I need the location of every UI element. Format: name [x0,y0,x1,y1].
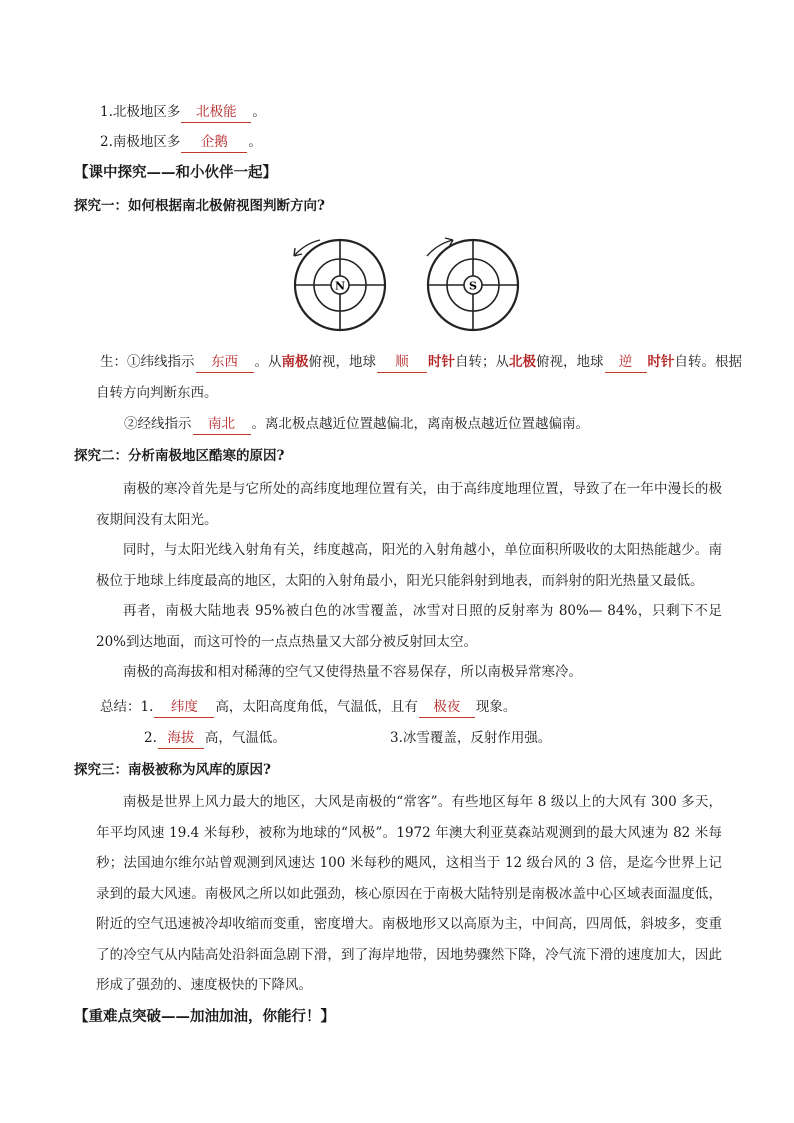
text-segment: 自转；从 [455,354,509,370]
north-pole-diagram [294,240,385,330]
text-segment: 总结：1. [100,699,154,715]
answer-blank-rotation-south: 顺 [377,352,427,373]
north-pole-label: N [334,279,346,293]
explore-2-paragraph-3: 再者，南极大陆地表 95%被白色的冰雪覆盖，冰雪对日照的反射率为 80%— 84%，只剩下不足 20%到达地面，而这可怜的一点点热量又大部分被反射回太空。 [96,603,722,650]
explore-3-body [96,787,722,1001]
highlight-south-pole: 南极 [281,354,309,370]
intro-item-2-answer: 企鹅 [181,132,247,153]
text-segment: 自转。根据 [674,354,742,370]
answer-blank-longitude-direction: 南北 [193,414,251,435]
intro-item-1-suffix: 。 [252,104,266,120]
explore-2-summary-point-3: 3.冰雪覆盖，反射作用强。 [390,730,552,746]
explore-1-question: 探究一：如何根据南北极俯视图判断方向? [74,198,325,214]
polar-view-diagrams [280,226,530,344]
text-segment: 俯视，地球 [308,354,376,370]
explore-1-answer-line-2 [124,414,589,435]
explore-2-summary-line-2 [144,728,286,749]
highlight-counterclockwise: 时针 [647,354,675,370]
intro-item-1-answer: 北极能 [181,102,251,123]
explore-3-question: 探究三：南极被称为风库的原因? [74,762,271,778]
answer-blank-altitude: 海拔 [158,728,204,749]
explore-2-paragraph-1: 南极的寒冷首先是与它所处的高纬度地理位置有关，由于高纬度地理位置，导致了在一年中漫长的极夜期间没有太阳光。 [96,481,722,528]
section-heading-key-points: 【重难点突破——加油加油，你能行！】 [74,1008,335,1025]
explore-2-question: 探究二：分析南极地区酷寒的原因? [74,448,285,464]
highlight-north-pole: 北极 [509,354,536,370]
answer-blank-polar-night: 极夜 [419,697,475,718]
intro-item-2 [100,132,262,153]
explore-1-answer-line-1b: 自转方向判断东西。 [96,385,218,401]
text-segment: 现象。 [475,699,517,715]
text-segment: 高，太阳高度角低，气温低，且有 [215,699,418,715]
text-segment: 高，气温低。 [204,730,286,746]
text-segment: 。离北极点越近位置越偏北，离南极点越近位置越偏南。 [251,416,589,432]
answer-blank-latitude: 纬度 [154,697,214,718]
south-pole-label: S [469,279,477,293]
intro-item-2-suffix: 。 [248,134,262,150]
explore-2-body [96,474,722,688]
explore-2-paragraph-4: 南极的高海拔和相对稀薄的空气又使得热量不容易保存，所以南极异常寒冷。 [123,664,582,680]
answer-blank-rotation-north: 逆 [605,352,647,373]
text-segment: 。从 [254,354,282,370]
intro-item-1 [100,102,266,123]
text-segment: 俯视，地球 [536,354,604,370]
text-segment: 2. [144,730,157,746]
highlight-clockwise: 时针 [428,354,455,370]
explore-2-paragraph-2: 同时，与太阳光线入射角有关，纬度越高，阳光的入射角越小，单位面积所吸收的太阳热能越少。南极位于地球上纬度最高的地区，太阳的入射角最小，阳光只能斜射到地表，而斜射的阳光热量又最低。 [96,542,722,589]
section-heading-in-class: 【课中探究——和小伙伴一起】 [74,164,277,181]
explore-1-answer-line-1 [100,352,742,373]
south-pole-diagram [427,238,518,330]
explore-2-summary-line-1 [100,697,516,718]
text-segment: 生：①纬线指示 [100,354,195,370]
intro-item-2-prefix: 2.南极地区多 [100,134,181,150]
intro-item-1-prefix: 1.北极地区多 [100,104,181,120]
explore-3-paragraph: 南极是世界上风力最大的地区，大风是南极的“常客”。有些地区每年 8 级以上的大风有 300 多天，年平均风速 19.4 米每秒，被称为地球的“风极”。1972 年澳大利亚莫森站观测到的最大风速为 82 米每秒；法国迪尔维尔站曾观测到风速达 100 米每秒的飓风，这相当于 12 级台风的 3 倍，是迄今世界上记录到的最大风速。南极风之所以如此强劲，核心原因在于南极大陆特别是南极冰盖中心区域表面温度低，附近的空气迅速被冷却收缩而变重，密度增大。南极地形又以高原为主，中间高，四周低，斜坡多，变重了的冷空气从内陆高处沿斜面急剧下滑，到了海岸地带，因地势骤然下降，冷气流下滑的速度加大，因此形成了强劲的、速度极快的下降风。 [96,794,722,993]
text-segment: ②经线指示 [124,416,192,432]
answer-blank-latitude-direction: 东西 [196,352,254,373]
